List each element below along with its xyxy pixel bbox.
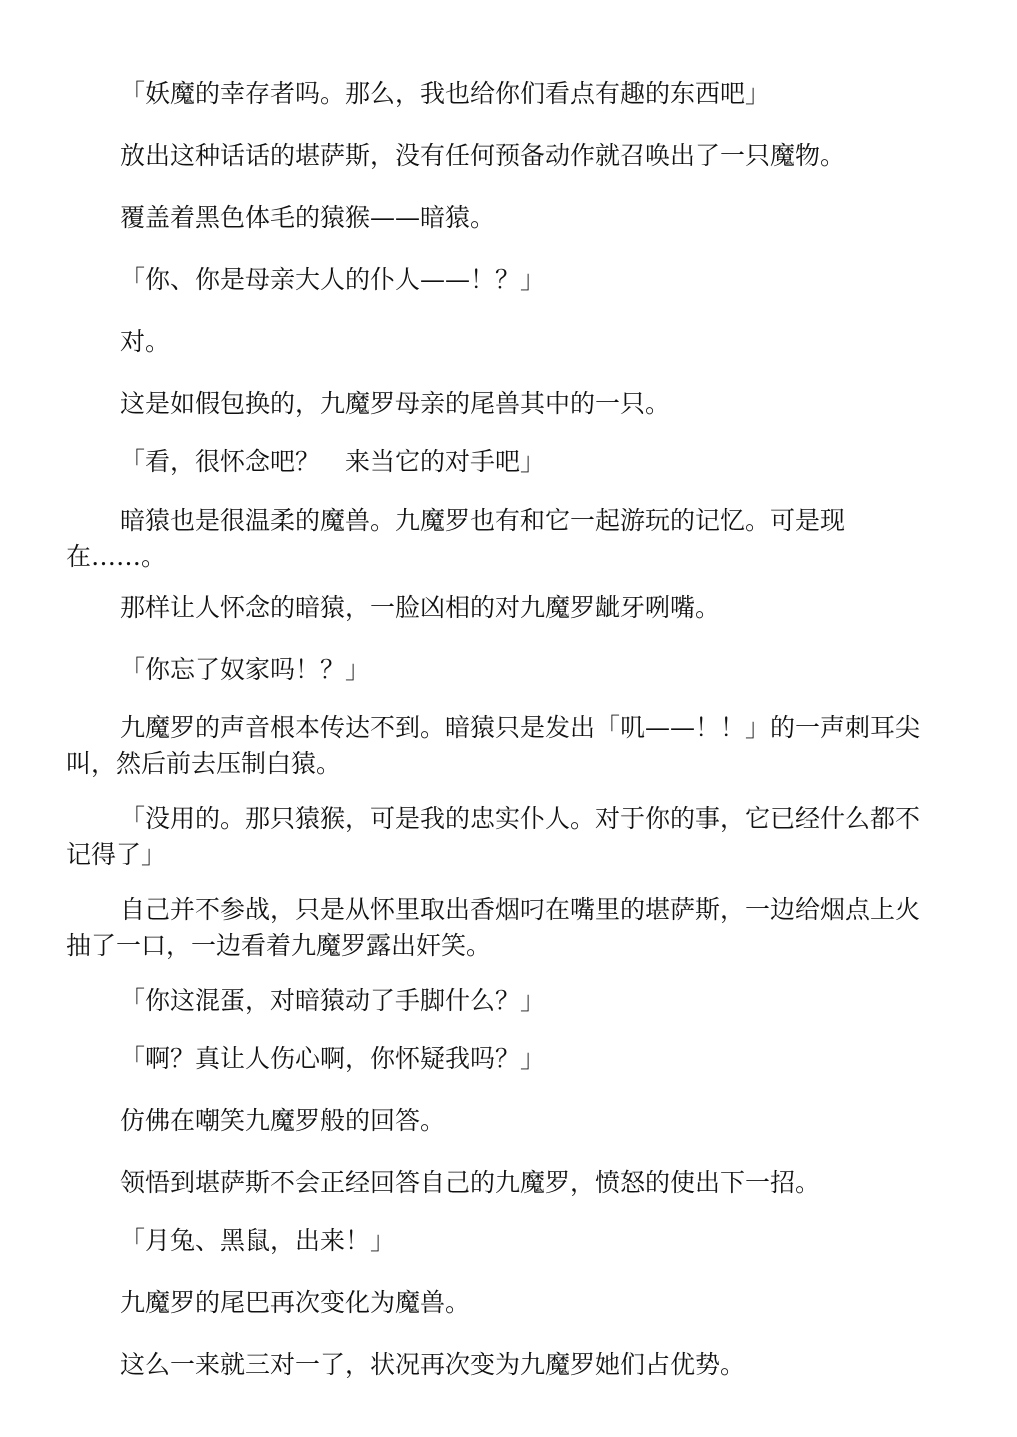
paragraph-5: 对。 xyxy=(120,327,171,356)
paragraph-15: 「啊？真让人伤心啊，你怀疑我吗？」 xyxy=(120,1044,546,1073)
paragraph-8: 暗猿也是很温柔的魔兽。九魔罗也有和它一起游玩的记忆。可是现在……。 xyxy=(66,506,846,571)
paragraph-14: 「你这混蛋，对暗猿动了手脚什么？」 xyxy=(120,986,546,1015)
paragraph-19: 九魔罗的尾巴再次变化为魔兽。 xyxy=(120,1288,471,1317)
paragraph-13: 自己并不参战，只是从怀里取出香烟叼在嘴里的堪萨斯，一边给烟点上火抽了一口，一边看着九魔罗露出奸笑。 xyxy=(66,895,921,960)
paragraph-17: 领悟到堪萨斯不会正经回答自己的九魔罗，愤怒的使出下一招。 xyxy=(120,1168,821,1197)
paragraph-16: 仿佛在嘲笑九魔罗般的回答。 xyxy=(120,1106,446,1135)
paragraph-10: 「你忘了奴家吗！？」 xyxy=(120,655,371,684)
paragraph-18: 「月兔、黑鼠，出来！」 xyxy=(120,1226,396,1255)
paragraph-12: 「没用的。那只猿猴，可是我的忠实仆人。对于你的事，它已经什么都不记得了」 xyxy=(66,804,921,869)
paragraph-11: 九魔罗的声音根本传达不到。暗猿只是发出「叽——！！」的一声刺耳尖叫，然后前去压制白猿。 xyxy=(66,713,921,778)
paragraph-9: 那样让人怀念的暗猿，一脸凶相的对九魔罗龇牙咧嘴。 xyxy=(120,593,721,622)
paragraph-20: 这么一来就三对一了，状况再次变为九魔罗她们占优势。 xyxy=(120,1350,746,1379)
paragraph-7: 「看，很怀念吧？ 来当它的对手吧」 xyxy=(120,447,546,476)
paragraph-4: 「你、你是母亲大人的仆人——！？」 xyxy=(120,265,546,294)
paragraph-6: 这是如假包换的，九魔罗母亲的尾兽其中的一只。 xyxy=(120,389,671,418)
paragraph-2: 放出这种话话的堪萨斯，没有任何预备动作就召唤出了一只魔物。 xyxy=(120,141,846,170)
paragraph-1: 「妖魔的幸存者吗。那么，我也给你们看点有趣的东西吧」 xyxy=(120,79,771,108)
paragraph-3: 覆盖着黑色体毛的猿猴——暗猿。 xyxy=(120,203,496,232)
